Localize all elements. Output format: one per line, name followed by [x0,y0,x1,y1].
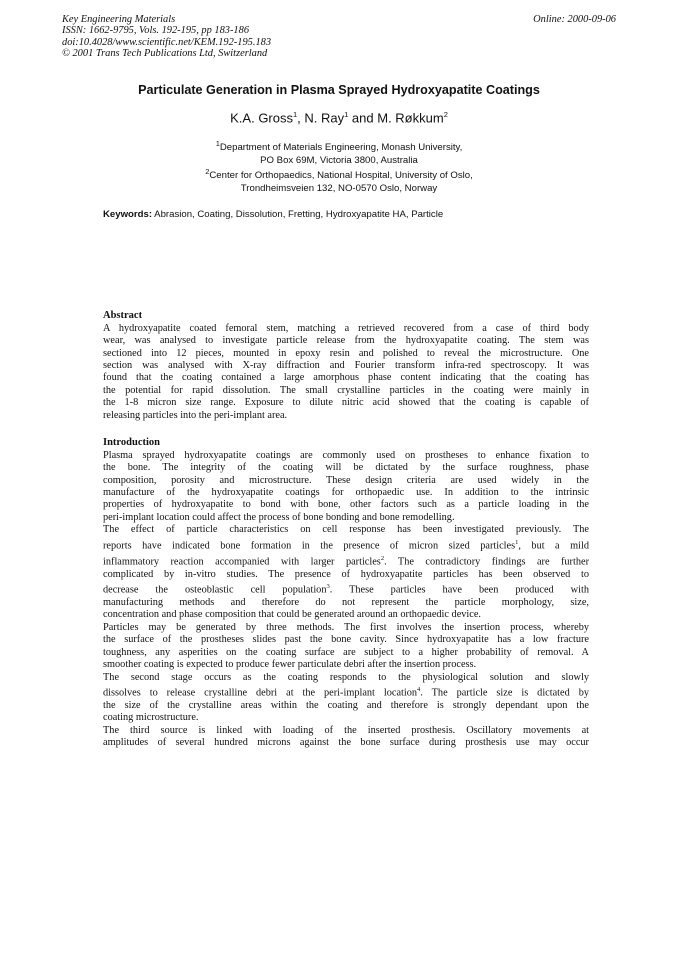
copyright-line: © 2001 Trans Tech Publications Ltd, Switzerland [62,47,268,59]
line-text: . The contradictory findings are further [384,556,589,568]
line-text: the bone. The integrity of the coating will be dictated by the surface roughness, phase [103,462,589,474]
affiliation-mark: 2 [205,167,210,176]
line-text: dissolves to release crystalline debri at the peri-implant location [103,687,418,699]
line-text: . These particles have been produced with [329,584,589,596]
affiliation-mark: 1 [215,139,220,148]
abstract-heading: Abstract [103,310,143,321]
line-text: . The particle size is dictated by [420,687,590,699]
line-text: manufacture of the hydroxyapatite coatings for orthopaedic use. In addition to the intrinsic [103,486,589,498]
line-text: , but a mild [518,540,589,552]
doi-line: doi:10.4028/www.scientific.net/KEM.192-195.183 [62,36,272,48]
line-text: The third source is linked with loading of the inserted prosthesis. Oscillatory movements at [103,724,589,736]
introduction-body [103,450,589,750]
introduction-line [103,475,589,487]
keywords-line [103,209,443,220]
keywords-label: Keywords: [103,209,153,220]
line-text: composition, porosity and microstructure. These design criteria are used widely in the [103,474,589,486]
abstract-body [103,323,589,423]
reference-mark: 4 [417,686,421,694]
introduction-line [103,487,589,499]
keywords-text: Abrasion, Coating, Dissolution, Fretting, Hydroxyapatite HA, Particle [152,209,444,220]
abstract-line: sectioned into 12 pieces, mounted in epoxy resin and polished to reveal the microstructure. One [103,347,589,359]
introduction-line [103,737,589,749]
line-text: complicated by in-vitro studies. The presence of hydroxyapatite particles has been observed to [103,568,589,580]
author-separator: and [348,110,378,126]
line-text: properties of hydroxyapatite to bond with bone, other factors such as a particle loading in the [103,499,589,511]
reference-mark: 1 [515,538,519,546]
author-name: K.A. Gross [230,110,293,126]
introduction-line [103,622,589,634]
affiliation-line: Center for Orthopaedics, National Hospital, University of Oslo, [209,170,473,182]
line-text: manufacturing methods and therefore do not represent the particle morphology, size, [103,596,589,608]
introduction-line [103,672,589,684]
introduction-line [103,684,589,700]
abstract-line: the 1-8 micron size range. Exposure to dilute nitric acid showed that the coating is capable of [103,397,589,409]
line-text: decrease the osteoblastic cell population [103,584,327,596]
introduction-line [103,647,589,659]
affiliation-1 [0,138,678,168]
line-text: peri-implant location could affect the process of bone bonding and bone remodelling. [103,511,455,523]
line-text: reports have indicated bone formation in the presence of micron sized particles [103,540,516,552]
introduction-line [103,499,589,511]
line-text: toughness, any asperities on the coating surface are subject to a higher probability of removal. A [103,646,589,658]
introduction-line [103,537,589,553]
introduction-line [103,450,589,462]
author-affiliation-mark: 1 [344,110,349,119]
line-text: inflammatory reaction accompanied with larger particles [103,556,381,568]
line-text: amplitudes of several hundred microns against the bone surface during prosthesis use may occur [103,737,589,749]
paper-title: Particulate Generation in Plasma Sprayed Hydroxyapatite Coatings [138,83,540,97]
author-affiliation-mark: 1 [293,110,298,119]
reference-mark: 2 [380,554,385,562]
author-list [0,110,678,125]
line-text: coating microstructure. [103,712,199,724]
line-text: Plasma sprayed hydroxyapatite coatings are commonly used on prostheses to enhance fixation to [103,449,589,461]
affiliation-line: Trondheimsveien 132, NO-0570 Oslo, Norway [240,182,438,194]
introduction-line [103,597,589,609]
journal-name: Key Engineering Materials [62,14,176,25]
line-text: the size of the crystalline areas within the coating and therefore is strongly dependant upon the [103,699,589,711]
introduction-line [103,581,589,597]
abstract-line: section was analysed with X-ray diffraction and Fourier transform infra-red spectroscopy. It was [103,359,589,371]
introduction-section [103,437,589,750]
line-text: smoother coating is expected to produce fewer particulate debri after the insertion process. [103,659,477,671]
author-separator: , [297,110,305,126]
introduction-line [103,700,589,712]
author-affiliation-mark: 2 [443,110,448,119]
abstract-line: the potential for rapid dissolution. The small crystalline particles in the coating were mainly in [103,384,589,396]
introduction-line [103,634,589,646]
line-text: The second stage occurs as the coating responds to the physiological solution and slowly [103,671,589,683]
journal-header [62,14,616,59]
introduction-line [103,569,589,581]
introduction-line [103,712,589,724]
abstract-section [103,310,589,422]
reference-mark: 3 [326,582,330,590]
introduction-line [103,609,589,621]
introduction-line [103,553,589,569]
abstract-line: wear, was analysed to investigate particle release from the hydroxyapatite coating. The stem was [103,335,589,347]
abstract-line: found that the coating contained a large amorphous phase content indicating that the coating has [103,372,589,384]
abstract-line: releasing particles into the peri-implant area. [103,409,288,421]
line-text: Particles may be generated by three methods. The first involves the insertion process, whereby [103,621,589,633]
introduction-line [103,725,589,737]
affiliation-line: Department of Materials Engineering, Monash University, [219,142,463,154]
line-text: concentration and phase composition that could be generated around an orthopaedic device. [103,609,481,621]
author-name: M. Røkkum [377,110,444,126]
abstract-line: A hydroxyapatite coated femoral stem, matching a retrieved recovered from a case of third body [103,322,589,334]
introduction-heading: Introduction [103,437,160,448]
line-text: The effect of particle characteristics on cell response has been investigated previously. The [103,524,589,536]
introduction-line [103,512,589,524]
introduction-line [103,659,589,671]
online-date: Online: 2000-09-06 [533,14,616,25]
line-text: the surface of the prostheses slides past the bone cavity. Since hydroxyapatite has a low fracture [103,634,589,646]
introduction-line [103,462,589,474]
introduction-line [103,524,589,536]
affiliation-line: PO Box 69M, Victoria 3800, Australia [260,154,418,166]
author-name: N. Ray [304,110,345,126]
issn-line: ISSN: 1662-9795, Vols. 192-195, pp 183-186 [62,25,250,37]
affiliation-2 [0,166,678,196]
